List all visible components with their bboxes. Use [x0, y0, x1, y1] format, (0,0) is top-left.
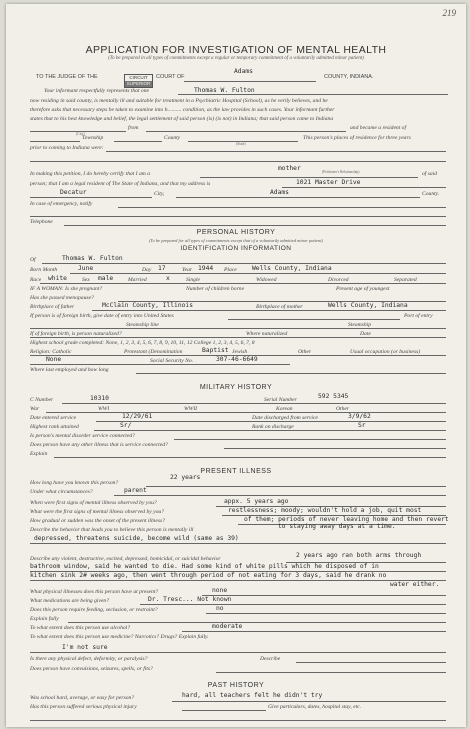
illness-explain-label: Explain fully: [30, 616, 59, 622]
religion-catholic: Religion: Catholic: [30, 349, 72, 355]
patient-name-line: [178, 94, 448, 95]
c-number-label: C Number: [30, 397, 54, 403]
war-label: War: [30, 406, 40, 412]
steamship-line-label: Steamship line: [126, 322, 159, 328]
steamship-label: Steamship: [348, 322, 371, 328]
rank-line: [94, 430, 446, 431]
other-illness-line: [224, 448, 446, 449]
county-value: Adams: [234, 68, 253, 75]
first-signs-what-label: What were the first signs of mental illness observed by you?: [30, 509, 165, 515]
intro-line-4: states that to his best knowledge and belief, the legal settlement of said person (is) (is not) in Indiana; that said person came to Indiana: [30, 116, 334, 122]
narcotics-value: I'm not sure: [62, 644, 108, 651]
date-label: Date: [360, 331, 371, 337]
place-label: Place: [224, 267, 237, 273]
birthplace-line: [92, 310, 446, 311]
physical-illness-line: [202, 595, 446, 596]
mother-birthplace-label: Birthplace of mother: [256, 304, 303, 310]
wwi-label: WWI: [98, 406, 110, 412]
person-name: Thomas W. Fulton: [62, 255, 123, 262]
discharged-label: Date discharged from service: [252, 415, 318, 421]
rank-value: Sr/: [120, 422, 132, 429]
narcotics-label: To what extent does this person use medicine? Narcotics? Drugs? Explain fully.: [30, 634, 209, 640]
document-page: [6, 4, 466, 727]
of-said-label: of said: [422, 171, 438, 177]
injury-line-2: [30, 720, 446, 721]
entered-service-label: Date entered service: [30, 415, 77, 421]
other-war-label: Other: [336, 406, 350, 412]
c-number-line: [62, 403, 446, 404]
entered-service-value: 12/29/61: [122, 413, 153, 420]
violent-value-3: kitchen sink 2# weeks ago, then went through period of not eating for 3 days, said he drank no: [30, 572, 387, 579]
relationship-value: mother: [278, 165, 301, 172]
city-line: [30, 197, 152, 198]
occupation-value: None: [46, 356, 62, 363]
personal-history-header: PERSONAL HISTORY: [196, 229, 276, 236]
city-label: City,: [154, 191, 165, 197]
year-label: Year: [182, 267, 193, 273]
superior-label: SUPERIOR: [126, 81, 151, 86]
military-explain-label: Explain: [30, 451, 48, 457]
service-connected-label: Is person's mental disorder service connected?: [30, 433, 135, 439]
emergency-line: [118, 207, 446, 208]
personal-history-subheader: (To be prepared for all types of commitments except that of a voluntarily admitted minor patient): [148, 238, 324, 243]
petitioner-county-value: Adams: [270, 189, 289, 196]
court-of-label: COURT OF: [156, 74, 185, 80]
rank-label: Highest rank attained: [30, 424, 79, 430]
medications-value: Dr. Tresc... Not known: [148, 596, 232, 603]
known-label: How long have you known this person?: [30, 480, 119, 486]
married-value: x: [166, 275, 170, 282]
born-line: [70, 273, 446, 274]
widowed-label: Widowed: [256, 277, 277, 283]
feeding-value: no: [216, 605, 224, 612]
circumstances-value: parent: [124, 487, 147, 494]
violent-line-3: [30, 580, 446, 581]
discharged-value: 3/9/62: [348, 413, 371, 420]
identification-header: IDENTIFICATION INFORMATION: [180, 245, 292, 252]
school-value: hard, all teachers felt he didn't try: [182, 692, 323, 699]
separated-label: Separated: [394, 277, 417, 283]
employed-line: [136, 373, 446, 374]
other-illness-label: Does person have any other illness that is service connected?: [30, 442, 168, 448]
married-label: Married: [128, 277, 147, 283]
prior-line-2: [30, 161, 446, 162]
state-caption: (State): [236, 142, 246, 146]
defect-label: Is there any physical defect, deformity, or paralysis?: [30, 656, 148, 662]
known-line: [146, 486, 446, 487]
narcotics-line: [30, 652, 446, 653]
emergency-line-2: [30, 216, 446, 217]
birth-year: 1944: [198, 265, 214, 272]
mother-birthplace: Wells County, Indiana: [328, 302, 408, 309]
sex-label: Sex: [82, 277, 90, 283]
telephone-label: Telephone: [30, 219, 53, 225]
other-religion-label: Other: [298, 349, 312, 355]
address-line: [282, 187, 446, 188]
first-signs-what-value: restlessness; moody; wouldn't hold a job, quit most: [228, 507, 422, 514]
school-line: [172, 701, 446, 702]
behavior-value-1: to staying away days at a time.: [278, 523, 396, 530]
physical-illness-label: What physical illnesses does this person have at present?: [30, 589, 159, 595]
behavior-line: [30, 543, 446, 544]
of-label: Of: [30, 257, 36, 263]
birth-month: June: [78, 265, 94, 272]
from-value-line: [146, 131, 346, 132]
divorced-label: Divorced: [328, 277, 349, 283]
prior-line: [106, 151, 446, 152]
ssn-label: Social Security No.: [150, 358, 194, 364]
naturalized-label: If of foreign birth, is person naturalized?: [30, 331, 122, 337]
military-explain-line: [54, 457, 446, 458]
telephone-line: [64, 225, 446, 226]
describe-label: Describe: [260, 656, 281, 662]
to-judge-label: TO THE JUDGE OF THE: [36, 74, 98, 80]
court-type-box: [124, 74, 153, 88]
known-value: 22 years: [170, 474, 201, 481]
from-label: from: [128, 125, 139, 131]
sex-value: male: [98, 275, 114, 282]
feeding-label: Does this person require feeding, seclusion, or restraint?: [30, 607, 158, 613]
petition-line-2: person; that I am a legal resident of The State of Indiana, and that my address is: [30, 181, 211, 187]
convulsions-label: Does person have convulsions, seizures, spells, or fits?: [30, 666, 153, 672]
petitioner-address: 1021 Master Drive: [296, 179, 361, 186]
korean-label: Korean: [276, 406, 293, 412]
past-history-header: PAST HISTORY: [207, 682, 265, 689]
race-label: Race: [30, 277, 42, 283]
jewish-label: Jewish: [232, 349, 248, 355]
relationship-caption: (Petitioner's Relationship): [322, 170, 360, 174]
illness-explain-line: [68, 622, 446, 623]
county-indiana-label: COUNTY, INDIANA.: [324, 74, 374, 80]
emergency-label: In case of emergency, notify: [30, 201, 93, 207]
present-illness-header: PRESENT ILLNESS: [200, 468, 272, 475]
intro-line-3: therefore asks that necessary steps be taken to examine into h.......... condition, as the law provides in such cases. Your informant further: [30, 107, 335, 113]
resident-label: and became a resident of: [350, 125, 407, 131]
onset-value: of them; periods of never leaving home and then revert: [244, 516, 449, 523]
injury-label: Has this person suffered serious physical injury: [30, 704, 137, 710]
injury-line: [182, 710, 266, 711]
woman-label: IF A WOMAN: Is she pregnant?: [30, 286, 103, 292]
county-label-2: County: [164, 135, 181, 141]
circumstances-label: Under what circumstances?: [30, 489, 93, 495]
residence-label: This person's places of residence for three years: [303, 135, 411, 141]
county-line: [184, 81, 316, 82]
medications-label: What medications are being given?: [30, 598, 110, 604]
port-label: Port of entry: [404, 313, 433, 319]
ssn-value: 307-46-6649: [216, 356, 258, 363]
page-number: 219: [442, 8, 456, 18]
grades-label: Highest school grade completed: None, 1, 2, 3, 4, 5, 6, 7, 8, 9, 10, 11, 12 College 1, 2, 3, 4, 5, 6, 7, 8: [30, 340, 255, 346]
medications-line: [140, 604, 446, 605]
document-title: APPLICATION FOR INVESTIGATION OF MENTAL HEALTH: [85, 44, 387, 56]
physical-illness-value: none: [212, 587, 228, 594]
race-value: white: [48, 275, 67, 282]
naturalized-line: [30, 337, 446, 338]
rank-discharge-value: Sr: [358, 422, 366, 429]
township-line: [30, 141, 80, 142]
city-value: Decatur: [60, 189, 87, 196]
county-label-3: County.: [422, 191, 440, 197]
alcohol-label: To what extent does this person use alcohol?: [30, 625, 131, 631]
document-subtitle: (To be prepared in all types of commitments except a regular or temporary commitment of a voluntarily admitted minor patient): [108, 56, 364, 61]
father-birthplace-label: Birthplace of father: [30, 304, 75, 310]
person-name-line: [42, 263, 446, 264]
onset-label: How gradual or sudden was the onset of the present illness?: [30, 518, 165, 524]
city-caption: (City): [76, 132, 85, 136]
children-label: Number of children borne: [186, 286, 245, 292]
occupation-label: Usual occupation (or business): [350, 349, 421, 355]
describe-line: [296, 662, 446, 663]
birth-place: Wells County, Indiana: [252, 265, 332, 272]
intro-line-2: now residing in said county, is mentally ill and suitable for treatment in a Psychiatric Hospital (School), as he verily believes, and he: [30, 98, 328, 104]
steamship-row-line: [30, 328, 446, 329]
alcohol-line: [182, 631, 446, 632]
school-label: Was school hard, average, or easy for person?: [30, 695, 135, 701]
serial-number-label: Serial Number: [264, 397, 297, 403]
service-connected-line: [174, 439, 446, 440]
father-birthplace: McClain County, Illinois: [102, 302, 193, 309]
circuit-label: CIRCUIT: [129, 75, 148, 80]
born-label: Born Month: [30, 267, 58, 273]
relationship-line: [200, 177, 418, 178]
violent-label: Describe any violent, destructive, excited, depressed, homicidal, or suicidal behavior: [30, 556, 221, 562]
behavior-value-2: depressed, threatens suicide, become wild (same as 39): [34, 535, 239, 542]
intro-line-1: Your informant respectfully represents that one: [44, 88, 149, 94]
birth-day: 17: [158, 265, 166, 272]
military-history-header: MILITARY HISTORY: [199, 384, 273, 391]
violent-value-2: bathroom window, said he wanted to die. Had some kind of white pills which he disposed of in: [30, 563, 379, 570]
single-label: Single: [186, 277, 200, 283]
violent-value-1: 2 years ago ran both arms through: [296, 552, 422, 559]
service-dates-line: [96, 421, 446, 422]
alcohol-value: moderate: [212, 623, 243, 630]
petition-line-1: In making this petition, I do hereby certify that I am a: [30, 171, 151, 177]
where-naturalized-label: Where naturalized: [246, 331, 288, 337]
rank-discharge-label: Rank on discharge: [252, 424, 294, 430]
behavior-label: Describe the behavior that leads you to believe this person is mentally ill: [30, 527, 194, 533]
wwii-label: WWII: [184, 406, 198, 412]
county-line-2: [114, 141, 162, 142]
foreign-birth-label: If person is of foreign birth, give date of entry into United States: [30, 313, 174, 319]
foreign-line: [228, 319, 400, 320]
violent-value-4: water either.: [390, 581, 440, 588]
injury-particulars-label: Give particulars, dates, hospital stay, etc.: [268, 704, 362, 710]
war-line: [46, 412, 446, 413]
c-number-value: 10310: [90, 395, 109, 402]
first-signs-when-label: When were first signs of mental illness observed by you?: [30, 500, 157, 506]
convulsions-line: [216, 672, 446, 673]
employed-label: Where last employed and how long: [30, 367, 109, 373]
prior-label: prior to coming to Indiana were:: [30, 145, 104, 151]
patient-name: Thomas W. Fulton: [194, 87, 255, 94]
serial-number-value: 592 5345: [318, 393, 349, 400]
circumstances-line: [114, 495, 446, 496]
religion-protestant: Protestant (Denomination: [124, 349, 183, 355]
denomination-value: Baptist: [202, 347, 229, 354]
feeding-line: [206, 613, 446, 614]
race-line: [40, 283, 446, 284]
county-line-3: [176, 197, 420, 198]
ssn-line: [30, 364, 290, 365]
first-signs-when-value: appx. 5 years ago: [224, 498, 289, 505]
youngest-label: Present age of youngest: [336, 286, 390, 292]
township-label: Township: [82, 135, 104, 141]
day-label: Day: [142, 267, 152, 273]
menopause-label: Has she passed menopause?: [30, 295, 94, 301]
